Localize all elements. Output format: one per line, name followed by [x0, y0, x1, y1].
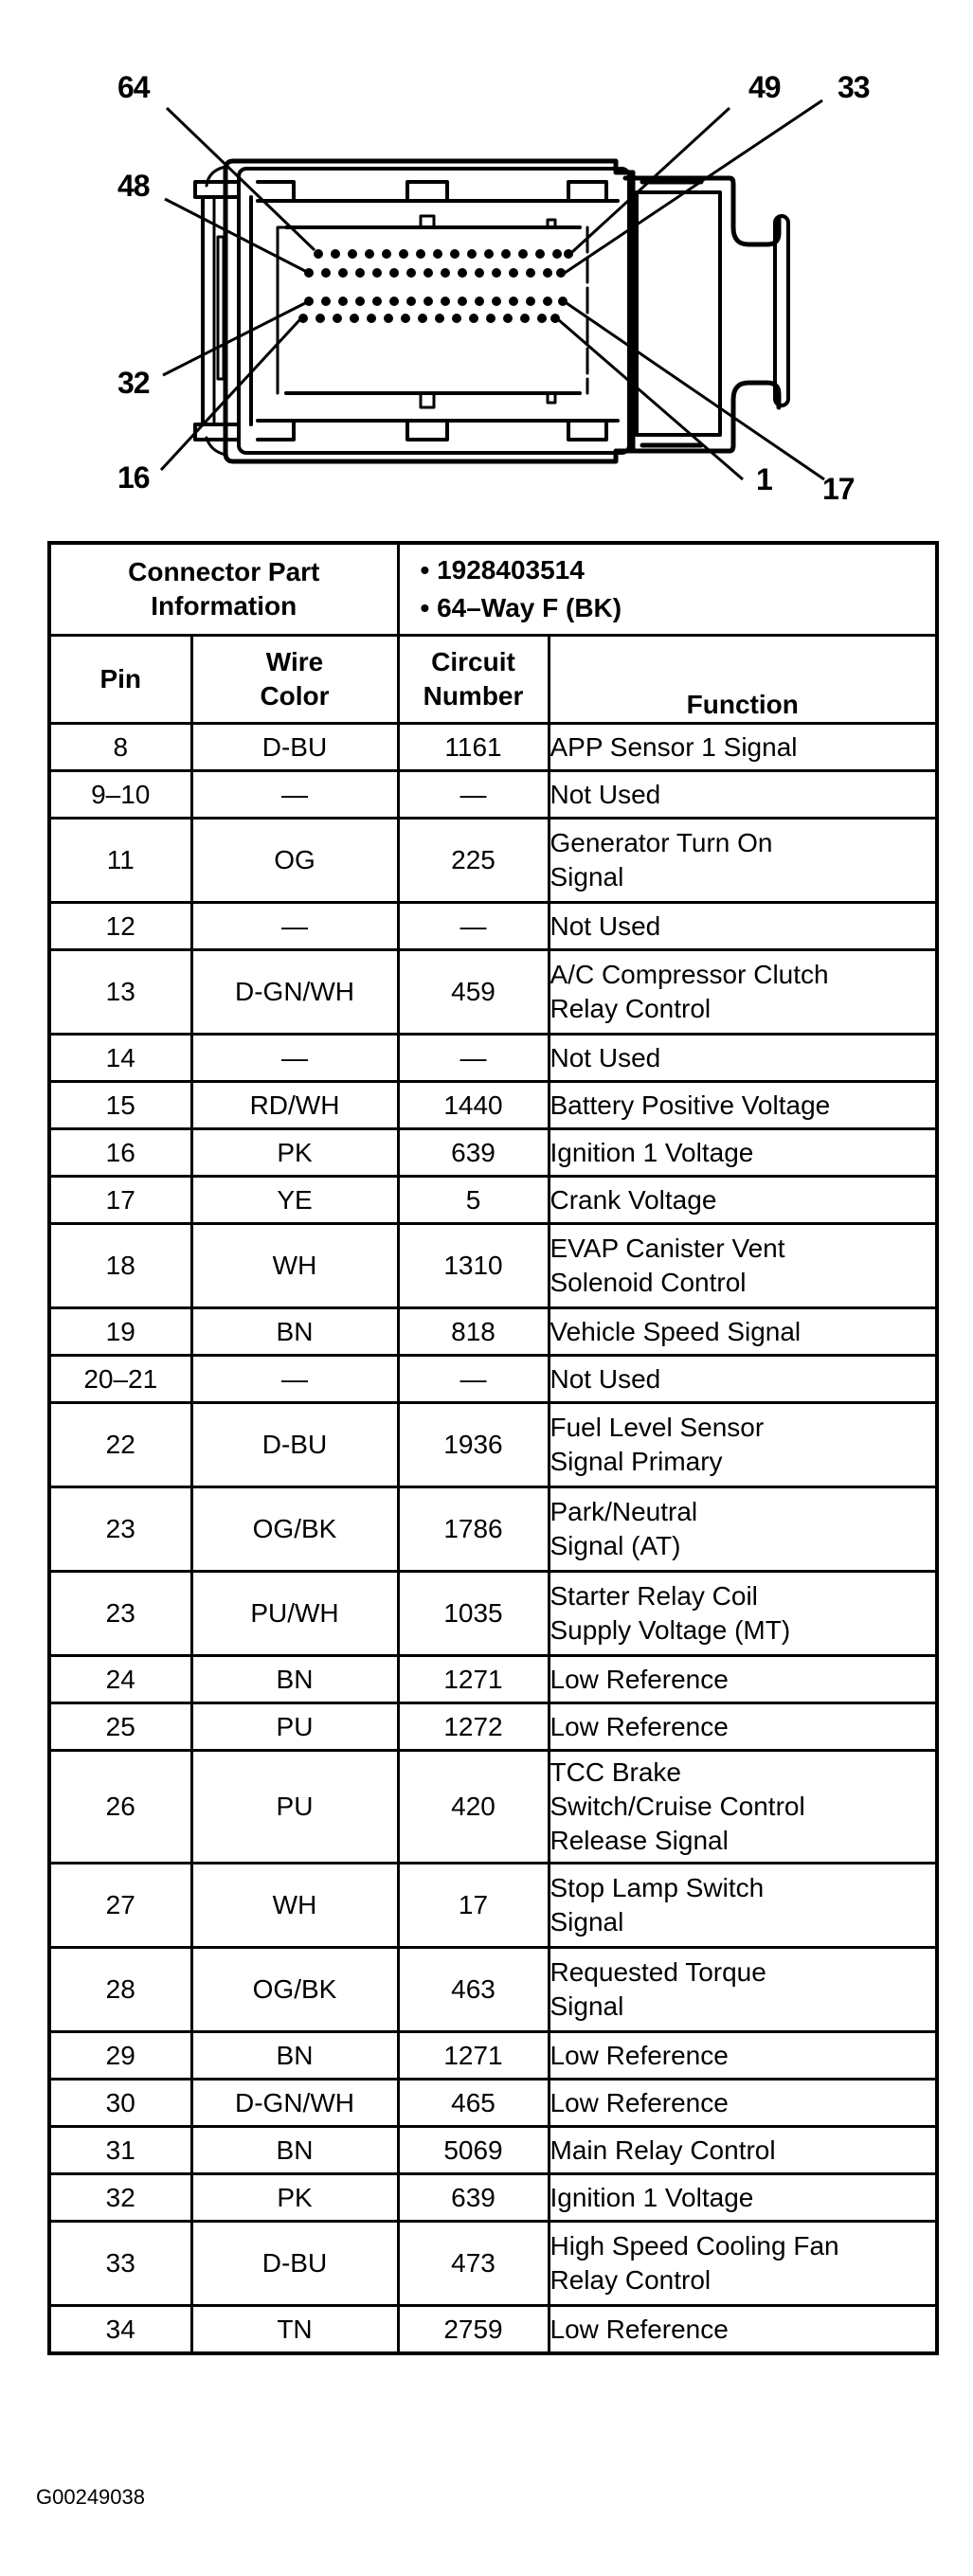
circuit-number-cell: 17	[398, 1864, 549, 1948]
connector-info-label-line2: Information	[151, 591, 297, 621]
pin-callout-1: 1	[756, 462, 772, 496]
table-row	[49, 1035, 937, 1082]
function-line: Signal (AT)	[550, 1531, 681, 1560]
wire-color-cell: D-BU	[191, 1403, 398, 1487]
function-cell	[549, 2306, 937, 2354]
connector-info-label-line1: Connector Part	[128, 557, 320, 586]
function-cell	[549, 950, 937, 1035]
column-header-wire-line1: Wire	[265, 647, 324, 676]
pin-cell: 33	[49, 2222, 191, 2306]
function-cell	[549, 771, 937, 819]
column-header-circuit-number	[398, 636, 549, 724]
table-row	[49, 2080, 937, 2127]
function-cell	[549, 724, 937, 771]
table-row	[49, 950, 937, 1035]
function-line: Relay Control	[550, 994, 712, 1023]
circuit-number-cell: 1272	[398, 1703, 549, 1751]
circuit-number-cell: 1271	[398, 2032, 549, 2080]
pin-cell: 20–21	[49, 1356, 191, 1403]
circuit-number-cell: 5	[398, 1177, 549, 1224]
wire-color-cell: PK	[191, 1129, 398, 1177]
table-row	[49, 1129, 937, 1177]
pin-cell: 31	[49, 2127, 191, 2174]
function-cell	[549, 1403, 937, 1487]
function-cell	[549, 1864, 937, 1948]
function-line: Low Reference	[550, 2314, 729, 2344]
wire-color-cell: PU	[191, 1751, 398, 1864]
function-cell	[549, 2174, 937, 2222]
function-line: Vehicle Speed Signal	[550, 1316, 802, 1346]
circuit-number-cell: 1440	[398, 1082, 549, 1129]
function-line: Signal Primary	[550, 1447, 723, 1476]
pin-cell: 25	[49, 1703, 191, 1751]
table-row	[49, 1224, 937, 1308]
function-line: Ignition 1 Voltage	[550, 1137, 754, 1167]
circuit-number-cell: 465	[398, 2080, 549, 2127]
pin-cell: 30	[49, 2080, 191, 2127]
pin-cell: 9–10	[49, 771, 191, 819]
function-cell	[549, 1948, 937, 2032]
function-line: EVAP Canister Vent	[550, 1234, 785, 1263]
wire-color-cell: —	[191, 1356, 398, 1403]
column-header-wire-color	[191, 636, 398, 724]
table-row	[49, 2222, 937, 2306]
function-line: Low Reference	[550, 1664, 729, 1694]
column-header-pin-label: Pin	[99, 664, 142, 694]
wire-color-cell: OG/BK	[191, 1948, 398, 2032]
function-cell	[549, 1129, 937, 1177]
function-line: Battery Positive Voltage	[550, 1090, 831, 1120]
table-row	[49, 1864, 937, 1948]
table-row	[49, 1177, 937, 1224]
connector-description: • 64–Way F (BK)	[420, 593, 622, 622]
column-header-circuit-line2: Number	[423, 681, 524, 711]
wire-color-cell: TN	[191, 2306, 398, 2354]
function-cell	[549, 1572, 937, 1656]
pin-callout-33: 33	[838, 70, 870, 104]
function-cell	[549, 2080, 937, 2127]
pin-cavities	[298, 249, 573, 323]
function-line: Low Reference	[550, 1711, 729, 1741]
connector-info-values	[398, 543, 937, 636]
function-cell	[549, 2222, 937, 2306]
circuit-number-cell: —	[398, 1035, 549, 1082]
wire-color-cell: BN	[191, 2127, 398, 2174]
pin-cell: 18	[49, 1224, 191, 1308]
table-row	[49, 1703, 937, 1751]
wire-color-cell: WH	[191, 1224, 398, 1308]
circuit-number-cell: 5069	[398, 2127, 549, 2174]
pin-cell: 23	[49, 1487, 191, 1572]
circuit-number-cell: 818	[398, 1308, 549, 1356]
function-line: Signal	[550, 1907, 624, 1937]
pin-callout-16: 16	[117, 460, 150, 495]
column-header-circuit-line1: Circuit	[431, 647, 515, 676]
function-line: Not Used	[550, 1363, 661, 1394]
pin-cell: 34	[49, 2306, 191, 2354]
function-cell	[549, 1703, 937, 1751]
circuit-number-cell: 639	[398, 1129, 549, 1177]
function-line: Relay Control	[550, 2265, 712, 2295]
table-row	[49, 2306, 937, 2354]
table-row	[49, 819, 937, 903]
pin-cell: 32	[49, 2174, 191, 2222]
column-header-function-label: Function	[686, 690, 799, 719]
function-line: APP Sensor 1 Signal	[550, 731, 798, 762]
circuit-number-cell: 1786	[398, 1487, 549, 1572]
wire-color-cell: —	[191, 903, 398, 950]
table-row	[49, 1403, 937, 1487]
pin-cell: 8	[49, 724, 191, 771]
table-row	[49, 1308, 937, 1356]
function-cell	[549, 1308, 937, 1356]
function-line: Not Used	[550, 1042, 661, 1072]
function-cell	[549, 1177, 937, 1224]
circuit-number-cell: 1310	[398, 1224, 549, 1308]
circuit-number-cell: 463	[398, 1948, 549, 2032]
column-header-wire-line2: Color	[260, 681, 330, 711]
table-row	[49, 1082, 937, 1129]
wire-color-cell: WH	[191, 1864, 398, 1948]
pin-cell: 11	[49, 819, 191, 903]
pin-cell: 19	[49, 1308, 191, 1356]
function-line: Supply Voltage (MT)	[550, 1615, 791, 1645]
function-cell	[549, 1082, 937, 1129]
pin-cell: 23	[49, 1572, 191, 1656]
function-cell	[549, 1487, 937, 1572]
table-row	[49, 2032, 937, 2080]
function-line: Crank Voltage	[550, 1184, 717, 1215]
column-header-row	[49, 636, 937, 724]
figure-code: G00249038	[36, 2485, 145, 2509]
function-line: Generator Turn On	[550, 828, 773, 857]
pin-cell: 15	[49, 1082, 191, 1129]
circuit-number-cell: 1161	[398, 724, 549, 771]
function-cell	[549, 1656, 937, 1703]
circuit-number-cell: 1035	[398, 1572, 549, 1656]
pin-cell: 16	[49, 1129, 191, 1177]
pin-cell: 12	[49, 903, 191, 950]
table-row	[49, 1751, 937, 1864]
wire-color-cell: RD/WH	[191, 1082, 398, 1129]
column-header-pin	[49, 636, 191, 724]
function-cell	[549, 1751, 937, 1864]
circuit-number-cell: —	[398, 771, 549, 819]
wire-color-cell: D-BU	[191, 2222, 398, 2306]
connector-diagram	[0, 0, 973, 531]
function-cell	[549, 903, 937, 950]
function-line: TCC Brake	[550, 1757, 681, 1787]
pin-cell: 29	[49, 2032, 191, 2080]
function-line: Switch/Cruise Control	[550, 1792, 805, 1821]
function-line: A/C Compressor Clutch	[550, 960, 829, 989]
function-line: Low Reference	[550, 2087, 729, 2117]
wire-color-cell: BN	[191, 1308, 398, 1356]
function-line: Starter Relay Coil	[550, 1581, 758, 1611]
function-line: Release Signal	[550, 1826, 729, 1855]
table-row	[49, 1356, 937, 1403]
pin-callout-48: 48	[117, 169, 150, 203]
circuit-number-cell: —	[398, 903, 549, 950]
wire-color-cell: BN	[191, 1656, 398, 1703]
circuit-number-cell: 1936	[398, 1403, 549, 1487]
function-line: Signal	[550, 1991, 624, 2021]
function-line: Solenoid Control	[550, 1268, 747, 1297]
function-line: Requested Torque	[550, 1957, 766, 1987]
function-line: Signal	[550, 862, 624, 892]
connector-info-label	[49, 543, 398, 636]
function-line: High Speed Cooling Fan	[550, 2231, 839, 2261]
wire-color-cell: —	[191, 771, 398, 819]
function-line: Not Used	[550, 779, 661, 809]
wire-color-cell: OG/BK	[191, 1487, 398, 1572]
function-line: Ignition 1 Voltage	[550, 2182, 754, 2212]
function-cell	[549, 819, 937, 903]
table-row	[49, 2174, 937, 2222]
connector-info-row	[49, 543, 937, 636]
pinout-rows	[49, 724, 937, 2354]
table-row	[49, 1948, 937, 2032]
function-line: Park/Neutral	[550, 1497, 698, 1526]
table-row	[49, 2127, 937, 2174]
wire-color-cell: YE	[191, 1177, 398, 1224]
pin-cell: 22	[49, 1403, 191, 1487]
wire-color-cell: OG	[191, 819, 398, 903]
function-cell	[549, 1224, 937, 1308]
wire-color-cell: BN	[191, 2032, 398, 2080]
wire-color-cell: D-GN/WH	[191, 950, 398, 1035]
function-cell	[549, 2032, 937, 2080]
wire-color-cell: PK	[191, 2174, 398, 2222]
wire-color-cell: D-BU	[191, 724, 398, 771]
circuit-number-cell: 639	[398, 2174, 549, 2222]
pin-callout-49: 49	[748, 70, 781, 104]
function-cell	[549, 1356, 937, 1403]
circuit-number-cell: 225	[398, 819, 549, 903]
circuit-number-cell: 420	[398, 1751, 549, 1864]
pin-cell: 28	[49, 1948, 191, 2032]
table-row	[49, 903, 937, 950]
table-row	[49, 771, 937, 819]
table-row	[49, 1487, 937, 1572]
circuit-number-cell: 1271	[398, 1656, 549, 1703]
pin-cell: 17	[49, 1177, 191, 1224]
pin-cell: 26	[49, 1751, 191, 1864]
function-line: Not Used	[550, 910, 661, 941]
pin-cell: 24	[49, 1656, 191, 1703]
wire-color-cell: —	[191, 1035, 398, 1082]
pin-cell: 13	[49, 950, 191, 1035]
function-line: Stop Lamp Switch	[550, 1873, 765, 1902]
function-line: Fuel Level Sensor	[550, 1413, 765, 1442]
wire-color-cell: PU	[191, 1703, 398, 1751]
column-header-function	[549, 636, 937, 724]
pin-callout-32: 32	[117, 366, 150, 400]
circuit-number-cell: 459	[398, 950, 549, 1035]
circuit-number-cell: 2759	[398, 2306, 549, 2354]
table-row	[49, 1656, 937, 1703]
function-cell	[549, 1035, 937, 1082]
pin-cell: 27	[49, 1864, 191, 1948]
circuit-number-cell: 473	[398, 2222, 549, 2306]
circuit-number-cell: —	[398, 1356, 549, 1403]
pin-cell: 14	[49, 1035, 191, 1082]
function-line: Main Relay Control	[550, 2135, 776, 2165]
wire-color-cell: PU/WH	[191, 1572, 398, 1656]
function-cell	[549, 2127, 937, 2174]
connector-pinout-table	[47, 541, 939, 2355]
part-number: • 1928403514	[420, 555, 585, 585]
table-row	[49, 1572, 937, 1656]
pin-callout-17: 17	[822, 472, 855, 506]
pin-callout-64: 64	[117, 70, 150, 104]
wire-color-cell: D-GN/WH	[191, 2080, 398, 2127]
function-line: Low Reference	[550, 2040, 729, 2070]
table-row	[49, 724, 937, 771]
